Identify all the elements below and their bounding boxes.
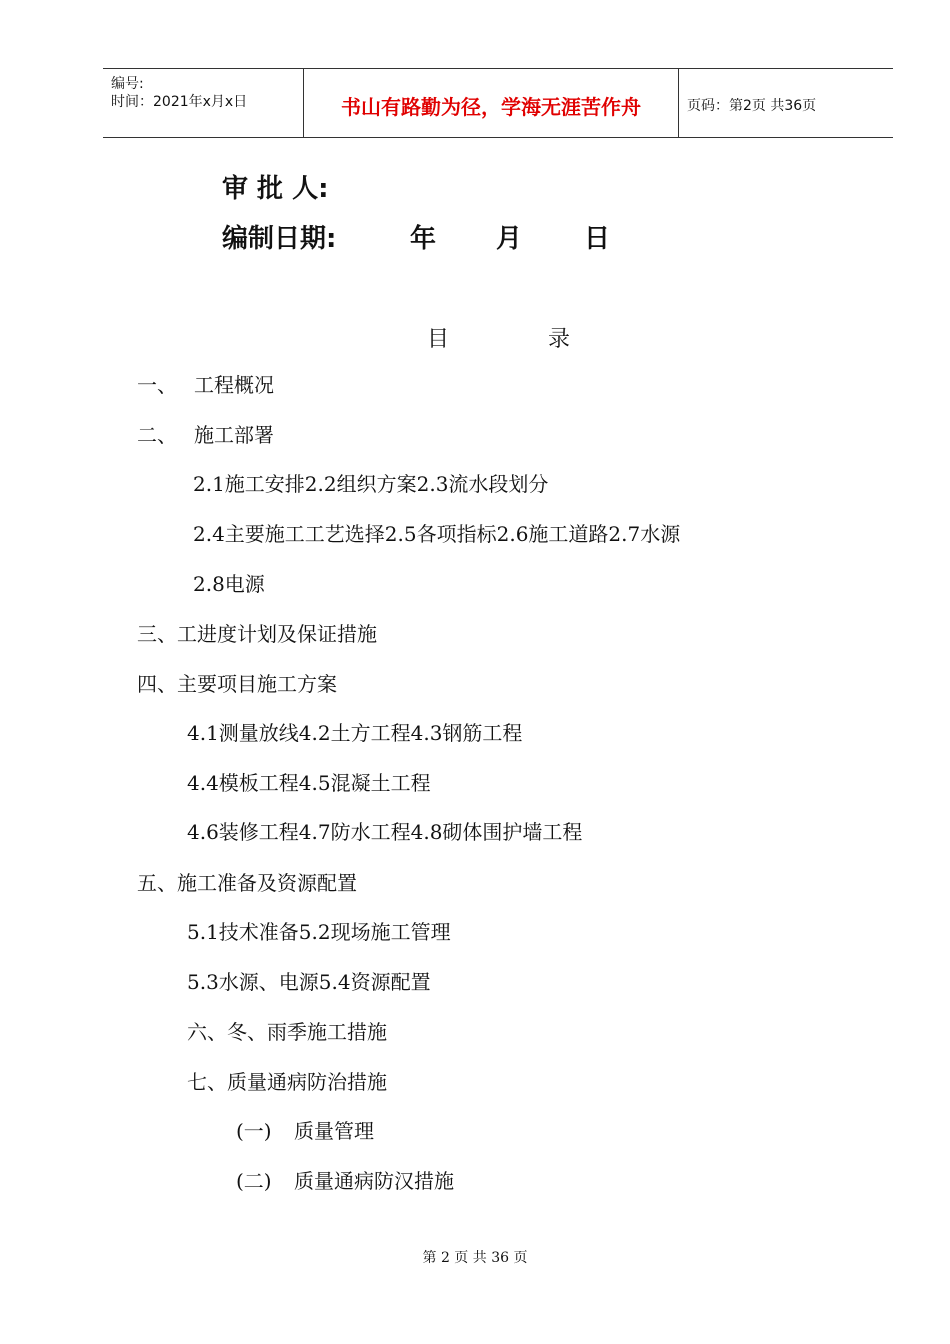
page-footer: 第 2 页 共 36 页 <box>422 1250 528 1266</box>
toc-subitem-text: 2.1施工安排2.2组织方案2.3流水段划分 <box>193 472 549 496</box>
compile-date-line <box>222 218 642 252</box>
approver-label: 审 批 人: <box>222 174 329 204</box>
toc-subitem-text: 4.6装修工程4.7防水工程4.8砌体围护墙工程 <box>187 820 583 844</box>
header-page-cell <box>679 69 893 137</box>
toc-item-text: 工程概况 <box>194 373 274 397</box>
toc-item-text: 四、主要项目施工方案 <box>137 672 337 696</box>
time-label: 时间：2021年x月x日 <box>111 94 248 110</box>
approver-line <box>222 168 329 205</box>
toc-item-text: 六、冬、雨季施工措施 <box>187 1020 387 1044</box>
header-meta-cell <box>103 69 304 137</box>
motto-text: 书山有路勤为径，学海无涯苦作舟 <box>341 95 641 119</box>
page-info: 页码：第2页 共36页 <box>687 98 817 114</box>
toc-item-text: 施工部署 <box>194 423 274 447</box>
toc-subitem-text: 4.4模板工程4.5混凝土工程 <box>187 771 431 795</box>
document-header <box>103 68 893 138</box>
toc-item-number: 二、 <box>137 423 177 447</box>
header-motto-cell <box>304 69 679 137</box>
toc-subitem-text: 质量通病防汉措施 <box>294 1169 454 1193</box>
toc-subitem-text: 质量管理 <box>294 1119 374 1143</box>
compile-date-label: 编制日期: <box>222 224 337 254</box>
toc-subitem-text: 5.3水源、电源5.4资源配置 <box>187 970 431 994</box>
toc-item-text: 三、工进度计划及保证措施 <box>137 622 377 646</box>
year-char: 年 <box>410 224 437 254</box>
toc-subitem-text: 5.1技术准备5.2现场施工管理 <box>187 920 451 944</box>
toc-item-text: 五、施工准备及资源配置 <box>137 871 357 895</box>
toc-subitem-text: 4.1测量放线4.2土方工程4.3钢筋工程 <box>187 721 523 745</box>
toc-title-left: 目 <box>427 327 450 352</box>
toc-subitem-text: 2.8电源 <box>193 572 265 596</box>
serial-label: 编号: <box>111 76 144 92</box>
toc-subitem-text: 2.4主要施工工艺选择2.5各项指标2.6施工道路2.7水源 <box>193 522 681 546</box>
toc-subitem-number: (二) <box>236 1169 272 1193</box>
toc-item-number: 一、 <box>137 373 177 397</box>
day-char: 日 <box>584 224 611 254</box>
toc-item-text: 七、质量通病防治措施 <box>187 1070 387 1094</box>
month-char: 月 <box>496 224 523 254</box>
toc-subitem-number: (一) <box>236 1119 272 1143</box>
toc-title-right: 录 <box>548 327 571 352</box>
